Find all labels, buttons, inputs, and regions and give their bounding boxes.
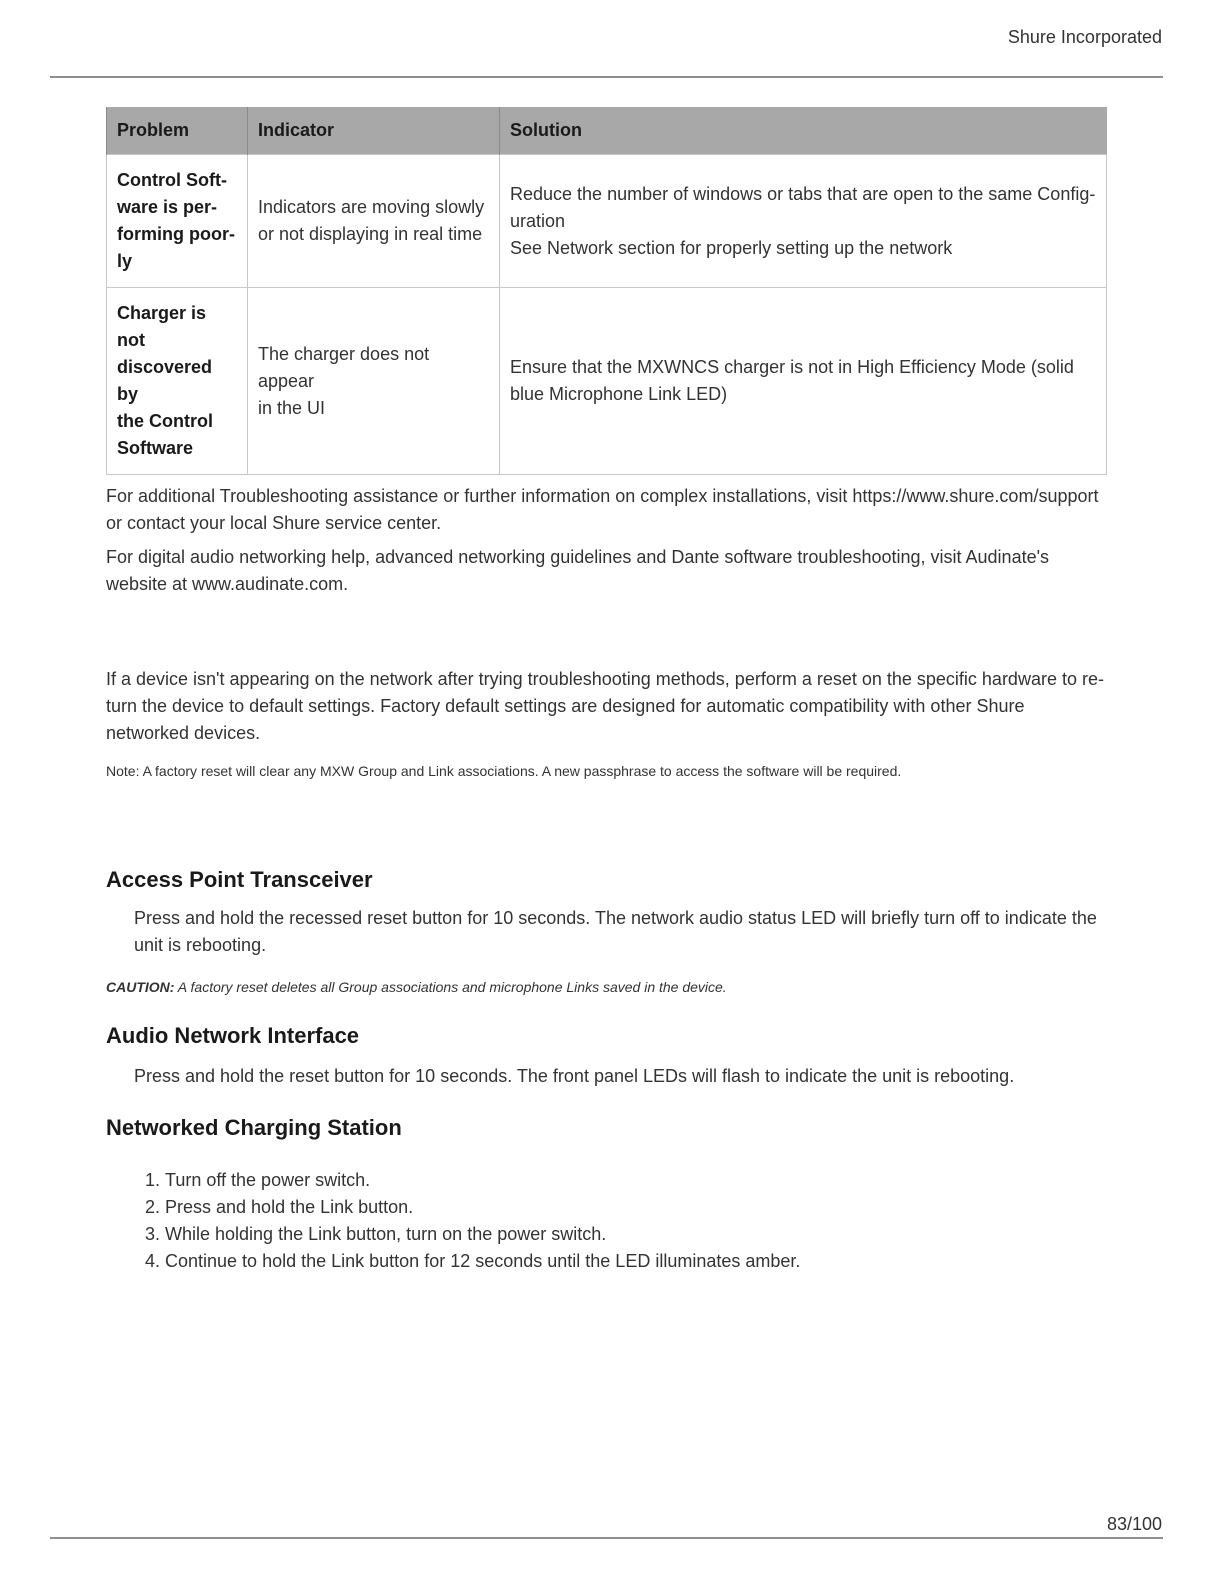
column-header-problem: Problem — [107, 107, 248, 155]
header-rule — [50, 76, 1163, 78]
table-row — [107, 155, 1107, 288]
ncs-steps-list — [106, 1167, 800, 1275]
header-company: Shure Incorporated — [1007, 27, 1162, 47]
reset-note: Note: A factory reset will clear any MXW Group and Link associations. A new passphrase to access the software will be required. — [106, 763, 902, 779]
column-header-solution: Solution — [500, 107, 1107, 155]
caution-note — [106, 979, 727, 995]
apt-body: Press and hold the recessed reset button for 10 seconds. The network audio status LED will briefly turn off to indicate the unit is rebooting. — [134, 908, 1097, 955]
page-number: 83/100 — [1106, 1514, 1162, 1534]
troubleshooting-table — [106, 107, 1107, 475]
column-header-indicator: Indicator — [248, 107, 500, 155]
problem-cell: Control Soft- ware is per- forming poor- ly — [107, 155, 248, 288]
indicator-cell: Indicators are moving slowly or not displaying in real time — [248, 155, 500, 288]
solution-cell: Reduce the number of windows or tabs that are open to the same Config- uration See Network section for properly setting up the network — [500, 155, 1107, 288]
ani-heading: Audio Network Interface — [106, 1023, 360, 1048]
ncs-heading: Networked Charging Station — [106, 1115, 402, 1140]
table-row — [107, 288, 1107, 475]
caution-label: CAUTION: — [106, 979, 175, 995]
support-paragraph: For additional Troubleshooting assistance or further information on complex installations, visit https://www.shure.com/support or contact your local Shure service center. — [106, 486, 1099, 533]
list-item: 2. Press and hold the Link button. — [165, 1194, 800, 1221]
footer-rule — [50, 1537, 1163, 1539]
list-item: 4. Continue to hold the Link button for 12 seconds until the LED illuminates amber. — [165, 1248, 800, 1275]
indicator-cell: The charger does not appear in the UI — [248, 288, 500, 475]
ani-body: Press and hold the reset button for 10 seconds. The front panel LEDs will flash to indicate the unit is rebooting. — [134, 1066, 1015, 1086]
solution-cell: Ensure that the MXWNCS charger is not in High Efficiency Mode (solid blue Microphone Link LED) — [500, 288, 1107, 475]
problem-cell: Charger is not discovered by the Control Software — [107, 288, 248, 475]
table-header-row — [107, 107, 1107, 155]
caution-text: A factory reset deletes all Group associations and microphone Links saved in the device. — [174, 979, 727, 995]
list-item: 3. While holding the Link button, turn on the power switch. — [165, 1221, 800, 1248]
reset-intro-paragraph: If a device isn't appearing on the network after trying troubleshooting methods, perform a reset on the specific hardware to re-turn the device to default settings. Factory default settings are designed for automatic compatibility with other Shure networked devices. — [106, 669, 1104, 743]
audinate-paragraph: For digital audio networking help, advanced networking guidelines and Dante software troubleshooting, visit Audinate's website at www.audinate.com. — [106, 547, 1050, 594]
apt-heading: Access Point Transceiver — [106, 867, 373, 892]
list-item: 1. Turn off the power switch. — [165, 1167, 800, 1194]
